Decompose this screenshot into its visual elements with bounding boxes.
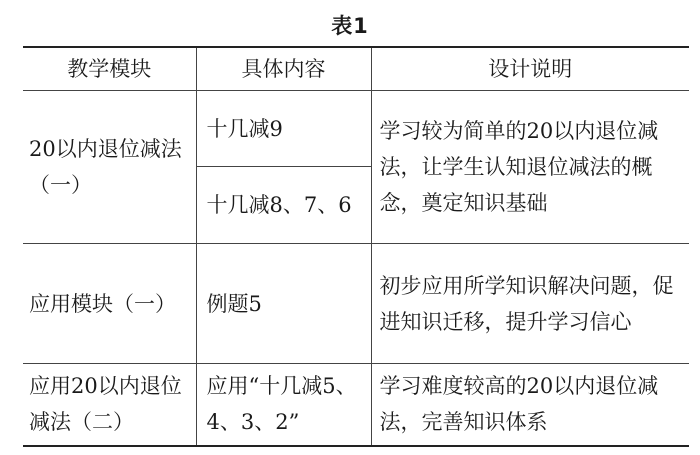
content-cell: 十几减8、7、6 bbox=[196, 167, 371, 244]
design-table bbox=[23, 46, 689, 447]
header-desc: 设计说明 bbox=[371, 47, 689, 91]
module-cell: 20以内退位减法（一） bbox=[23, 91, 196, 244]
table-row bbox=[23, 91, 689, 167]
module-cell: 应用20以内退位减法（二） bbox=[23, 364, 196, 446]
content-cell: 例题5 bbox=[196, 244, 371, 364]
table-row bbox=[23, 244, 689, 364]
header-module: 教学模块 bbox=[23, 47, 196, 91]
header-content: 具体内容 bbox=[196, 47, 371, 91]
desc-cell: 学习难度较高的20以内退位减法，完善知识体系 bbox=[371, 364, 689, 446]
header-row bbox=[23, 47, 689, 91]
content-cell: 十几减9 bbox=[196, 91, 371, 167]
table-caption: 表1 bbox=[331, 14, 369, 38]
table-row bbox=[23, 364, 689, 446]
module-cell: 应用模块（一） bbox=[23, 244, 196, 364]
content-cell: 应用“十几减5、4、3、2” bbox=[196, 364, 371, 446]
desc-cell: 初步应用所学知识解决问题，促进知识迁移，提升学习信心 bbox=[371, 244, 689, 364]
desc-cell: 学习较为简单的20以内退位减法，让学生认知退位减法的概念，奠定知识基础 bbox=[371, 91, 689, 244]
